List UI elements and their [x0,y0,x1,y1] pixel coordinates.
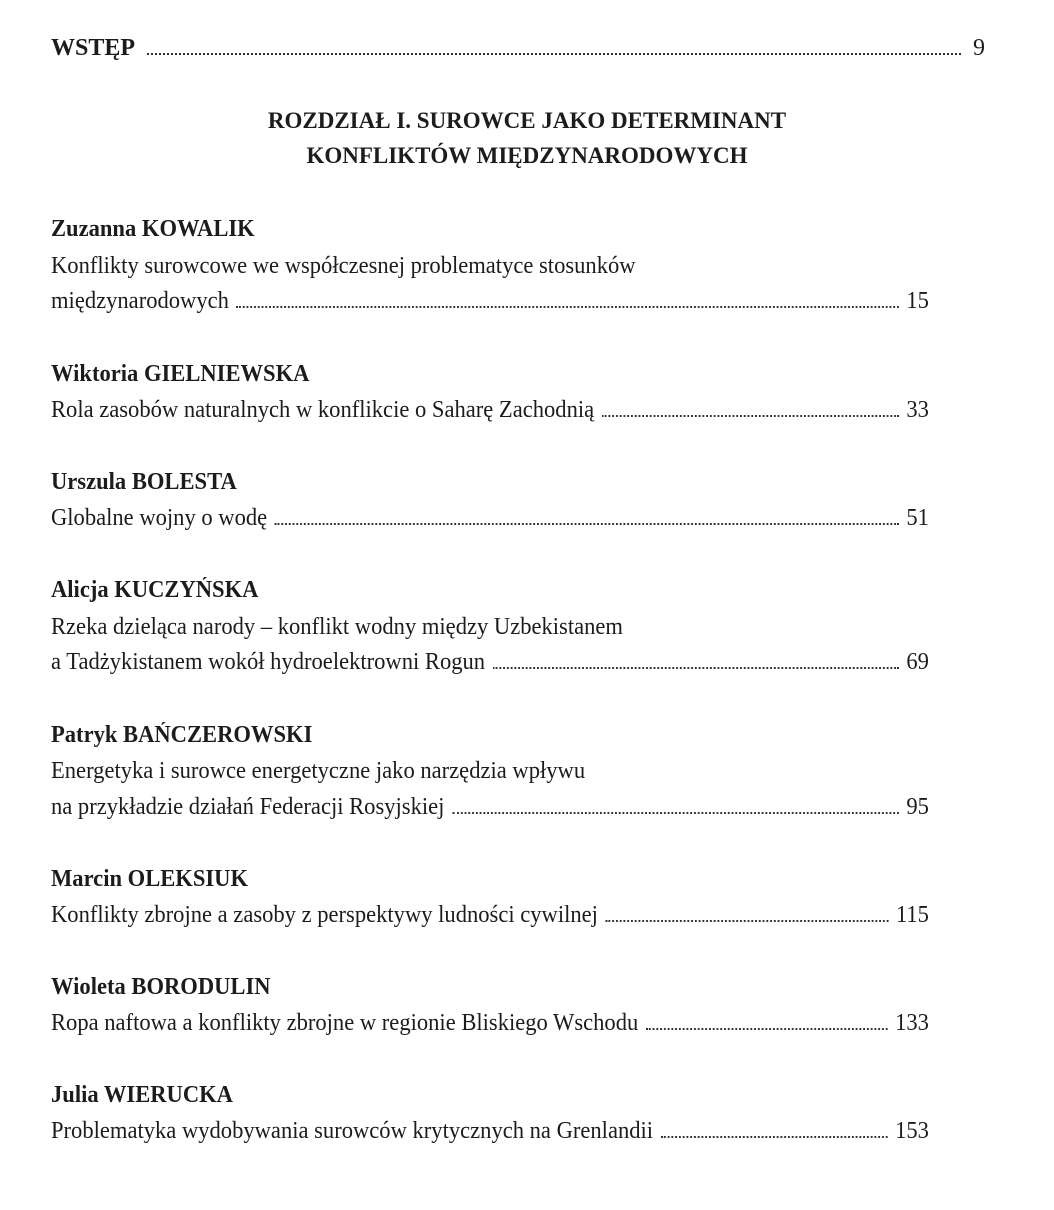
entry-page-number: 95 [906,794,929,820]
entry-title-last-line [51,648,929,676]
entry-page-number: 15 [906,288,929,314]
entry-title-last-line [51,396,929,424]
dot-leader [493,663,899,669]
dot-leader [275,519,899,525]
entry-title-text: Konflikty zbrojne a zasoby z perspektywy ludności cywilnej [51,902,598,928]
entry-title-text: międzynarodowych [51,288,229,314]
entry-title-last-line [51,793,929,821]
entry-title-line: Konflikty surowcowe we współczesnej problematyce stosunków [51,253,636,279]
dot-leader [605,916,888,922]
chapter-title-line-2: KONFLIKTÓW MIĘDZYNARODOWYCH [306,143,748,168]
entry-page-number: 153 [895,1118,929,1144]
entry-page-number: 33 [906,397,929,423]
dot-leader [646,1024,888,1030]
entry-author: Urszula BOLESTA [51,469,237,495]
entry-title-last-line [51,1117,929,1145]
entry-title-text: Problematyka wydobywania surowców krytycznych na Grenlandii [51,1118,654,1144]
entry-author: Patryk BAŃCZEROWSKI [51,722,313,748]
entry-author: Julia WIERUCKA [51,1082,233,1108]
entry-author: Wiktoria GIELNIEWSKA [51,361,310,387]
chapter-title-line-1: ROZDZIAŁ I. SUROWCE JAKO DETERMINANT [267,108,787,133]
entry-title-last-line [51,901,929,929]
entry-title-text: Ropa naftowa a konflikty zbrojne w regionie Bliskiego Wschodu [51,1010,639,1036]
dot-leader [602,411,899,417]
dot-leader [661,1132,888,1138]
entry-title-line: Energetyka i surowce energetyczne jako narzędzia wpływu [51,758,586,784]
entry-title-line: Rzeka dzieląca narody – konflikt wodny między Uzbekistanem [51,614,623,640]
entry-title-text: a Tadżykistanem wokół hydroelektrowni Rogun [51,649,486,675]
entry-author: Marcin OLEKSIUK [51,866,249,892]
entry-title-text: Rola zasobów naturalnych w konflikcie o Saharę Zachodnią [51,397,595,423]
entry-author: Alicja KUCZYŃSKA [51,577,259,603]
intro-label: WSTĘP [51,35,136,61]
entry-title-last-line [51,1009,929,1037]
entry-page-number: 115 [895,902,929,928]
entry-title-last-line [51,504,929,532]
entry-page-number: 51 [906,505,929,531]
dot-leader [452,808,899,814]
intro-entry [51,34,985,62]
entry-page-number: 69 [906,649,929,675]
dot-leader [236,302,898,308]
entry-author: Wioleta BORODULIN [51,974,271,1000]
entry-page-number: 133 [895,1010,929,1036]
dot-leader [147,53,961,55]
entry-title-text: Globalne wojny o wodę [51,505,268,531]
entry-title-text: na przykładzie działań Federacji Rosyjskiej [51,794,445,820]
entry-title-last-line [51,287,929,315]
entry-author: Zuzanna KOWALIK [51,216,255,242]
intro-page-number: 9 [973,35,985,61]
